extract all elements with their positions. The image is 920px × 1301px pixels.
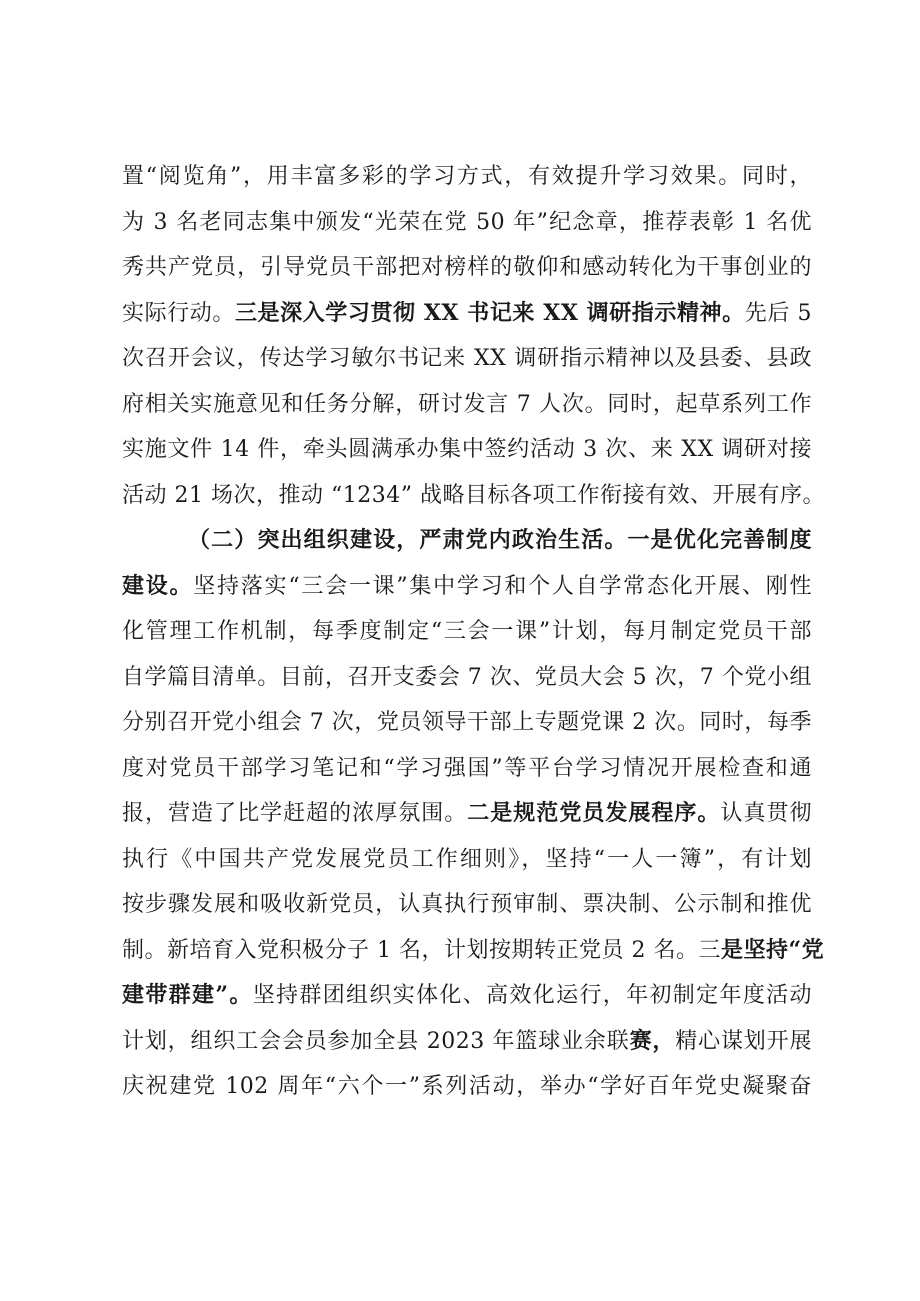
bold-heading-run: 三是深入学习贯彻 XX 书记来 XX 调研指示精神。: [234, 299, 745, 326]
text-run: 次召开会议，传达学习敏尔书记来 XX 调研指示精神以及县委、县政: [122, 346, 812, 371]
text-line: [122, 336, 812, 382]
text-run: 报，营造了比学赶超的浓厚氛围。: [122, 801, 468, 826]
document-body: [122, 154, 825, 1110]
text-line: [122, 245, 812, 291]
text-run: 坚持落实“三会一课”集中学习和个人自学常态化开展、刚性: [193, 573, 812, 599]
text-line: [122, 928, 825, 974]
bold-heading-run: 二是规范党员发展程序。: [467, 800, 721, 826]
text-line: [122, 564, 812, 610]
bold-heading-run: 建带群建”。: [122, 982, 253, 1008]
text-run: 实施文件 14 件，牵头圆满承办集中签约活动 3 次、来 XX 调研对接: [122, 437, 812, 462]
text-line: [122, 791, 812, 837]
text-run: 制。新培育入党积极分子 1 名，计划按期转正党员 2 名。三: [122, 937, 721, 963]
text-run: 坚持群团组织实体化、高效化运行，年初制定年度活动: [252, 983, 812, 1008]
text-line: [122, 382, 812, 428]
text-run: 府相关实施意见和任务分解，研讨发言 7 人次。同时，起草系列工作: [122, 391, 812, 417]
text-run: 活动 21 场次，推动 “1234” 战略目标各项工作衔接有效、开展有序。: [122, 482, 825, 508]
text-run: 为 3 名老同志集中颁发“光荣在党 50 年”纪念章，推荐表彰 1 名优: [122, 209, 812, 235]
text-run: 庆祝建党 102 周年“六个一”系列活动，举办“学好百年党史凝聚奋: [122, 1074, 812, 1099]
text-line: [122, 291, 812, 337]
text-line: [122, 1019, 812, 1065]
bold-heading-run: 是坚持“党: [720, 936, 825, 963]
bold-heading-run: 赛，: [629, 1027, 676, 1054]
text-run: 化管理工作机制，每季度制定“三会一课”计划，每月制定党员干部: [122, 619, 812, 644]
text-run: 度对党员干部学习笔记和“学习强国”等平台学习情况开展检查和通: [122, 755, 812, 781]
text-line: [122, 746, 812, 792]
text-line: [122, 200, 812, 246]
text-line: [122, 837, 812, 883]
text-line: [122, 473, 825, 519]
section-heading: （二）突出组织建设，严肃党内政治生活。一是优化完善制度: [188, 527, 812, 553]
section-heading-line: [122, 518, 812, 564]
text-run: 计划，组织工会会员参加全县 2023 年篮球业余联: [122, 1028, 630, 1054]
text-line: [122, 609, 812, 655]
text-line: [122, 700, 812, 746]
text-run: 分别召开党小组会 7 次，党员领导干部上专题党课 2 次。同时，每季: [122, 710, 812, 735]
text-line: [122, 973, 812, 1019]
text-run: 实际行动。: [122, 300, 235, 326]
bold-heading-run: 建设。: [122, 572, 194, 599]
text-run: 置“阅览角”，用丰富多彩的学习方式，有效提升学习效果。同时，: [122, 164, 812, 189]
text-line: [122, 154, 812, 200]
text-line: [122, 655, 812, 701]
text-run: 按步骤发展和吸收新党员，认真执行预审制、票决制、公示制和推优: [122, 892, 812, 917]
text-run: 执行《中国共产党发展党员工作细则》，坚持“一人一簿”，有计划: [122, 846, 812, 872]
text-run: 认真贯彻: [720, 801, 812, 826]
text-line: [122, 427, 812, 473]
text-run: 先后 5: [744, 300, 812, 326]
text-line: [122, 882, 812, 928]
text-line: [122, 1064, 812, 1110]
text-run: 精心谋划开展: [675, 1028, 812, 1054]
text-run: 秀共产党员，引导党员干部把对榜样的敬仰和感动转化为干事创业的: [122, 255, 812, 280]
text-run: 自学篇目清单。目前，召开支委会 7 次、党员大会 5 次，7 个党小组: [122, 664, 812, 690]
